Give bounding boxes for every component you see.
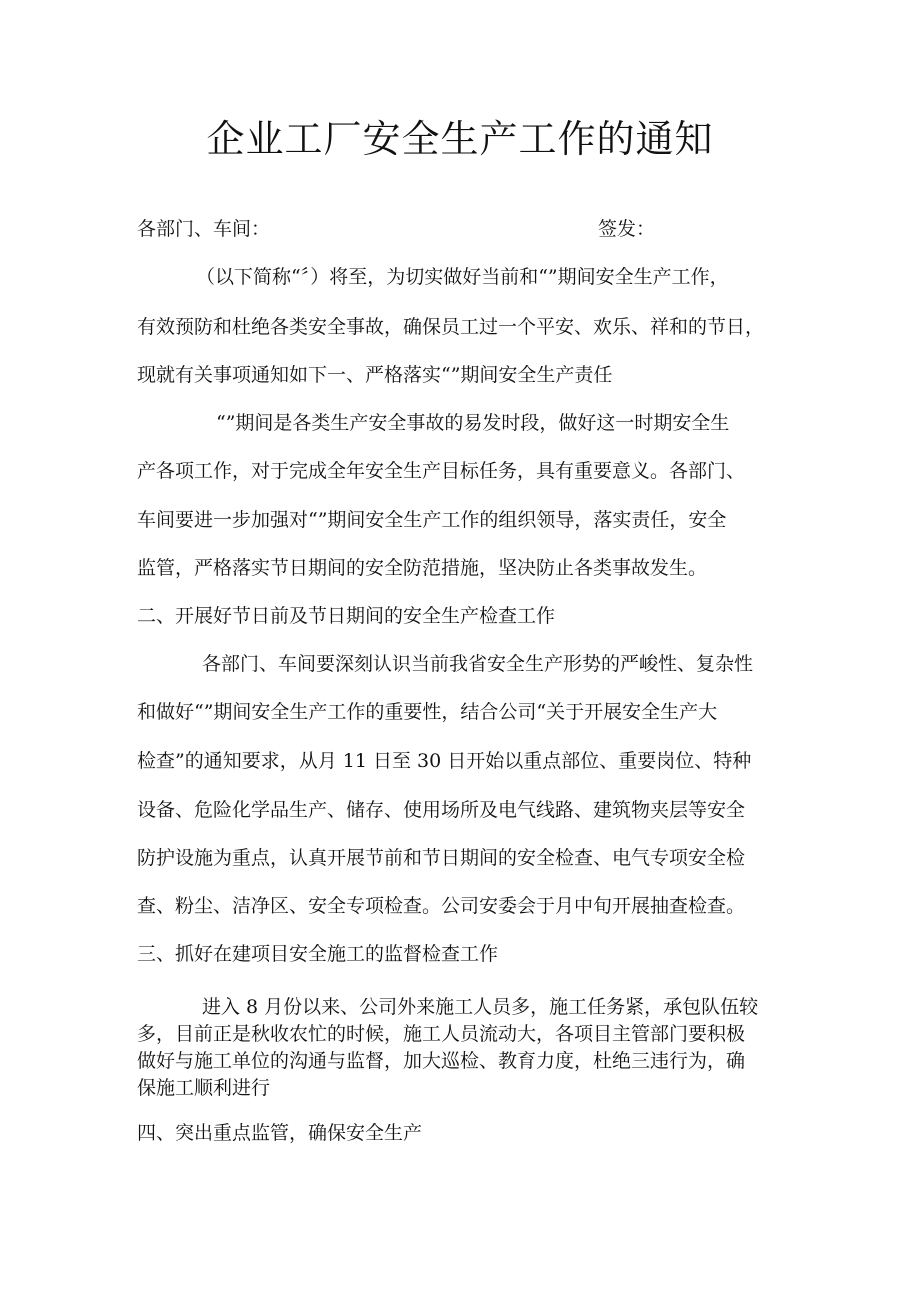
section1-line-1: “”期间是各类生产安全事故的易发时段，做好这一时期安全生 bbox=[216, 412, 730, 434]
section3-line-1: 进入 8 月份以来、公司外来施工人员多，施工任务紧，承包队伍较 bbox=[202, 996, 759, 1018]
section2-heading: 二、开展好节日前及节日期间的安全生产检查工作 bbox=[137, 605, 556, 627]
section4-heading: 四、突出重点监管，确保安全生产 bbox=[137, 1122, 423, 1144]
section2-line-6: 查、粉尘、洁净区、安全专项检查。公司安委会于月中旬开展抽查检查。 bbox=[137, 895, 746, 917]
section1-line-4: 监管，严格落实节日期间的安全防范措施，坚决防止各类事故发生。 bbox=[137, 557, 708, 579]
intro-line-3: 现就有关事项通知如下一、严格落实“”期间安全生产责任 bbox=[137, 364, 613, 386]
section2-line-3: 检查”的通知要求，从月 11 日至 30 日开始以重点部位、重要岗位、特种 bbox=[137, 750, 752, 772]
section2-line-1: 各部门、车间要深刻认识当前我省安全生产形势的严峻性、复杂性 bbox=[202, 653, 754, 675]
section1-line-2: 产各项工作，对于完成全年安全生产目标任务，具有重要意义。各部门、 bbox=[137, 460, 746, 482]
document-title: 企业工厂安全生产工作的通知 bbox=[206, 117, 714, 161]
section2-line-4: 设备、危险化学品生产、储存、使用场所及电气线路、建筑物夹层等安全 bbox=[137, 799, 746, 821]
section2-line-5: 防护设施为重点，认真开展节前和节日期间的安全检查、电气专项安全检 bbox=[137, 847, 746, 869]
recipients-line: 各部门、车间： bbox=[137, 218, 271, 240]
intro-line-1: （以下简称“〞）将至，为切实做好当前和“”期间安全生产工作， bbox=[196, 266, 729, 288]
section1-line-3: 车间要进一步加强对“”期间安全生产工作的组织领导，落实责任，安全 bbox=[137, 509, 727, 531]
section3-line-2: 多，目前正是秋收农忙的时候，施工人员流动大，各项目主管部门要积极 bbox=[137, 1023, 746, 1045]
issuer-label: 签发： bbox=[598, 218, 656, 240]
section3-heading: 三、抓好在建项目安全施工的监督检查工作 bbox=[137, 943, 499, 965]
section2-line-2: 和做好“”期间安全生产工作的重要性，结合公司“关于开展安全生产大 bbox=[137, 701, 718, 723]
section3-line-3: 做好与施工单位的沟通与监督，加大巡检、教育力度，杜绝三违行为，确 bbox=[137, 1050, 746, 1072]
intro-line-2: 有效预防和杜绝各类安全事故，确保员工过一个平安、欢乐、祥和的节日， bbox=[137, 316, 765, 338]
section3-line-4: 保施工顺利进行 bbox=[137, 1077, 271, 1099]
